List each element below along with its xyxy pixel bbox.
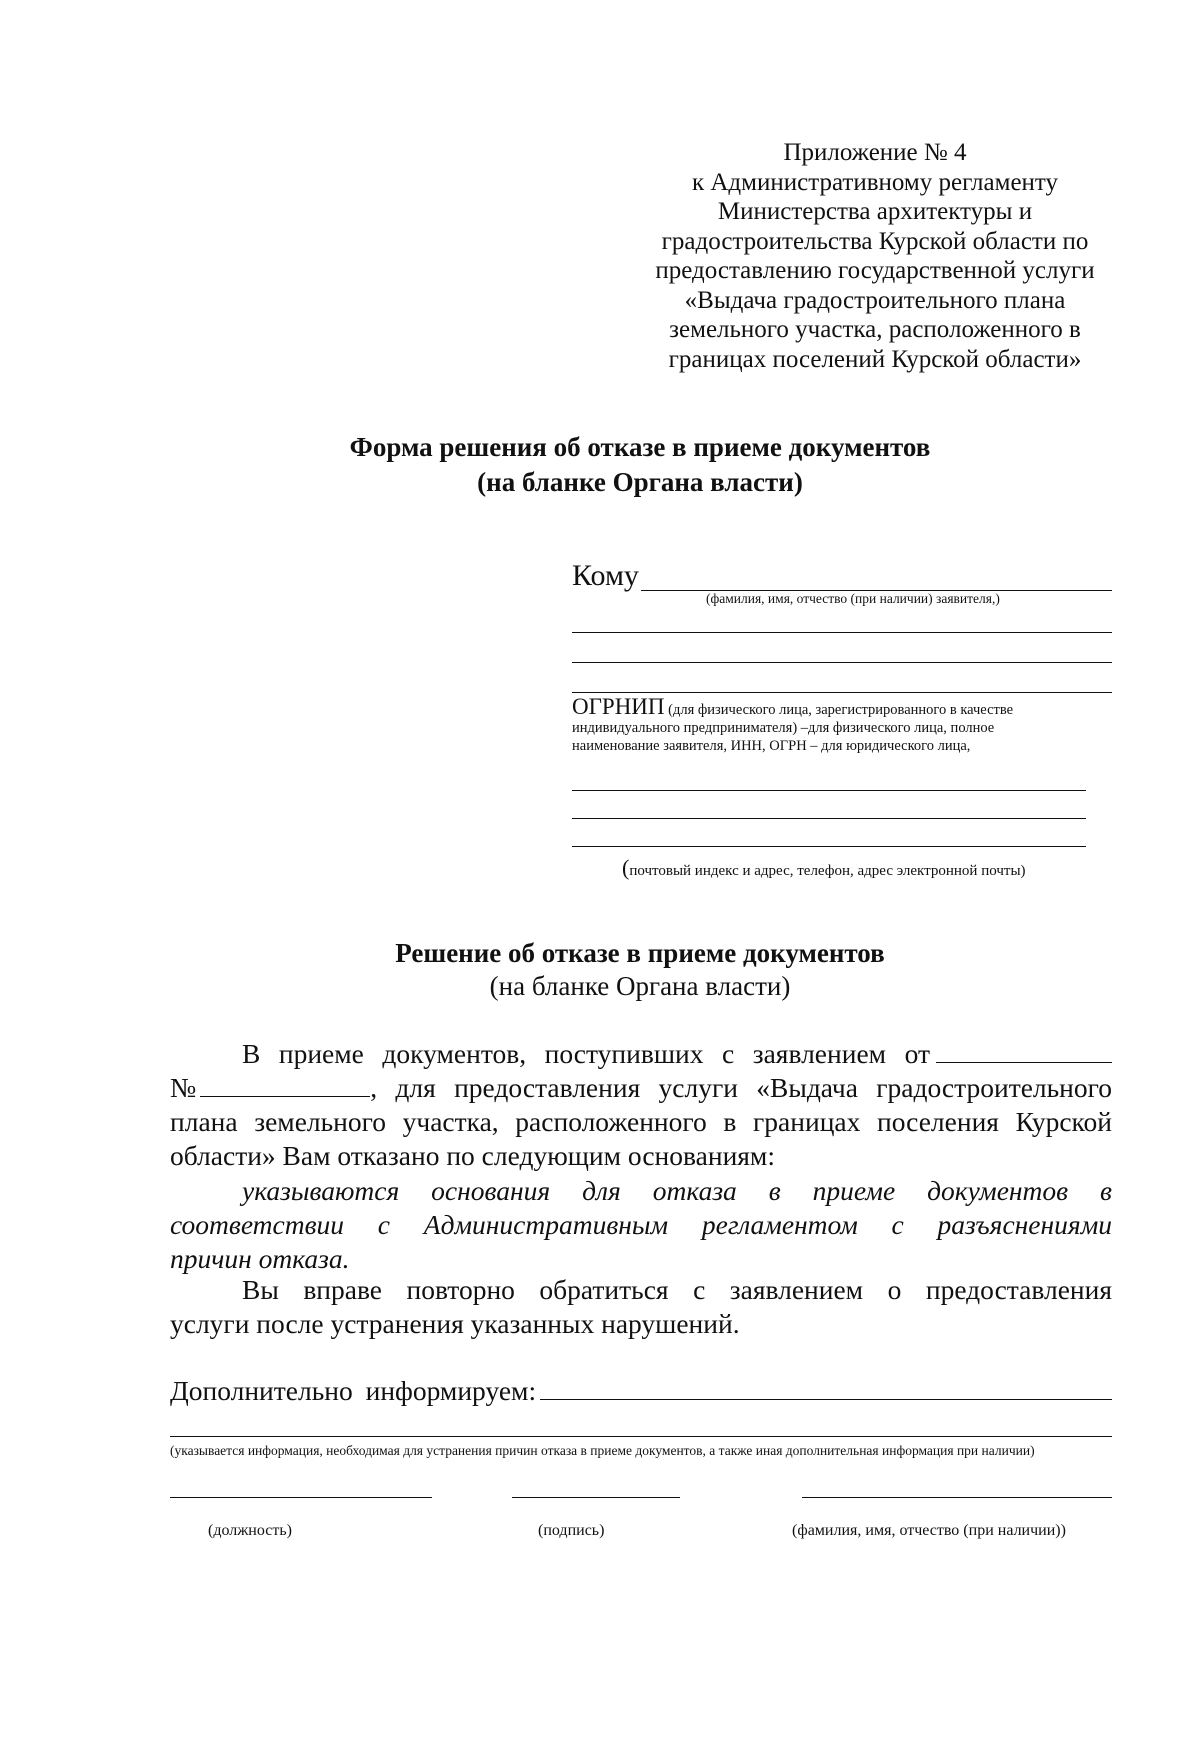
appendix-line: Приложение № 4 <box>783 139 967 166</box>
paragraph-grounds <box>170 1174 1112 1276</box>
name-caption: (фамилия, имя, отчество (при наличии)) <box>792 1522 1066 1539</box>
form-title-line: Форма решения об отказе в приеме документов <box>349 432 931 462</box>
komu-label: Кому <box>572 559 639 592</box>
paragraph-text: , для предоставления услуги «Выдача градостроительного <box>370 1072 1112 1103</box>
number-blank <box>200 1074 370 1097</box>
blank-line <box>572 632 1112 633</box>
appendix-line: градостроительства Курской области по <box>661 227 1089 255</box>
paragraph-refusal <box>170 1037 1112 1173</box>
appendix-header <box>640 138 1110 374</box>
decision-subtitle: (на бланке Органа власти) <box>489 971 791 1001</box>
decision-title <box>0 937 1200 1003</box>
komu-caption: (фамилия, имя, отчество (при наличии) заявителя,) <box>706 591 1000 606</box>
blank-line <box>572 846 1086 847</box>
blank-line <box>572 692 1112 693</box>
paragraph-text: соответствии с Административным регламентом с разъяснениями <box>170 1209 1112 1240</box>
blank-line <box>572 790 1086 791</box>
paragraph-text: услуги после устранения указанных нарушений. <box>170 1308 740 1339</box>
paragraph-text: В приеме документов, поступивших с заявлением от <box>242 1038 930 1069</box>
blank-line <box>572 662 1112 663</box>
date-blank <box>936 1040 1112 1063</box>
form-title-line: (на бланке Органа власти) <box>477 467 803 497</box>
decision-title-line: Решение об отказе в приеме документов <box>395 938 885 968</box>
signature-caption: (подпись) <box>538 1522 605 1539</box>
blank-line <box>170 1436 1112 1437</box>
ogrnip-caption: наименование заявителя, ИНН, ОГРН – для юридического лица, <box>572 738 971 754</box>
additional-info-row <box>170 1375 1112 1407</box>
name-line <box>802 1497 1112 1498</box>
number-sign: № <box>170 1072 197 1103</box>
additional-info-note: (указывается информация, необходимая для устранения причин отказа в приеме документов, а также иная дополнительная информация при наличии) <box>170 1443 1035 1458</box>
additional-info-blank <box>540 1377 1112 1400</box>
ogrnip-caption: индивидуального предпринимателя) –для физического лица, полное <box>572 720 995 736</box>
paragraph-reapply <box>170 1273 1112 1341</box>
additional-info-label: Дополнительно информируем: <box>170 1375 537 1406</box>
ogrnip-label: ОГРНИП <box>572 694 665 719</box>
appendix-line: предоставлению государственной услуги <box>655 257 1095 284</box>
paragraph-text: Вы вправе повторно обратиться с заявлением о предоставления <box>242 1274 1112 1305</box>
paragraph-text: указываются основания для отказа в приеме документов в <box>242 1175 1112 1206</box>
ogrnip-caption: (для физического лица, зарегистрированного в качестве <box>668 702 1014 718</box>
appendix-line: «Выдача градостроительного плана <box>684 286 1066 314</box>
paragraph-text: плана земельного участка, расположенного в границах поселения Курской <box>170 1106 1112 1137</box>
appendix-line: к Административному регламенту <box>691 168 1059 196</box>
appendix-line: границах поселений Курской области» <box>668 345 1082 373</box>
address-caption-text: почтовый индекс и адрес, телефон, адрес электронной почты) <box>629 863 1026 879</box>
signature-line <box>512 1497 680 1498</box>
komu-row <box>572 557 1112 591</box>
komu-blank-line <box>641 564 1112 591</box>
form-title <box>0 430 1200 500</box>
appendix-line: земельного участка, расположенного в <box>669 316 1081 343</box>
appendix-line: Министерства архитектуры и <box>717 198 1033 225</box>
position-caption: (должность) <box>208 1522 292 1539</box>
paragraph-text: причин отказа. <box>170 1243 350 1274</box>
blank-line <box>572 818 1086 819</box>
ogrnip-block <box>572 694 1112 755</box>
address-caption: (почтовый индекс и адрес, телефон, адрес электронной почты) <box>622 855 1026 880</box>
paragraph-text: области» Вам отказано по следующим основаниям: <box>170 1140 775 1171</box>
position-line <box>170 1497 432 1498</box>
